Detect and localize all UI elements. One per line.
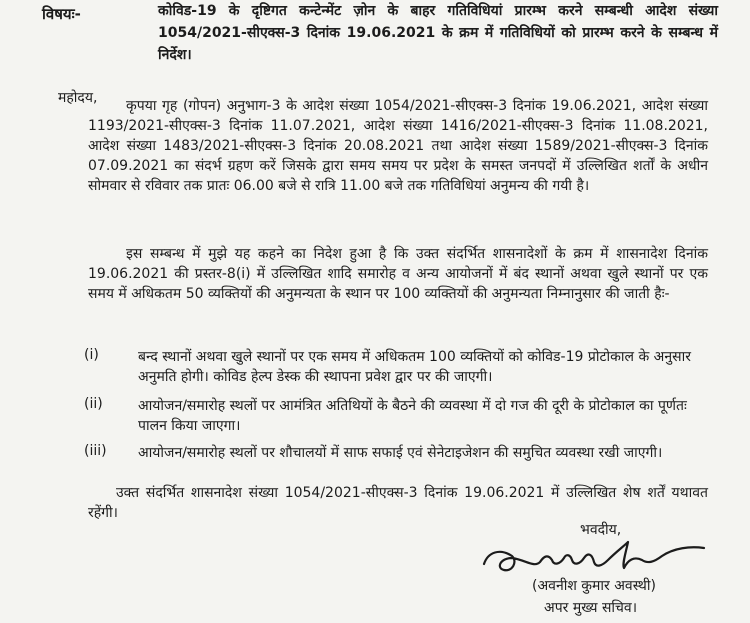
sign-off: भवदीय, (580, 522, 622, 538)
list-item-text: आयोजन/समारोह स्थलों पर आमंत्रित अतिथियों के बैठने की व्यवस्था में दो गज की दूरी के प्रोटोकाल का पूर्णतः पालन किया जाएगा। (138, 398, 687, 434)
subject-text: कोविड-19 के दृष्टिगत कन्टेन्मेंट ज़ोन के बाहर गतिविधियां प्रारम्भ करने सम्बन्धी आदेश संख्या 1054/2021-सीएक्स-3 दिनांक 19.06.2021 के क्रम में गतिविधियों को प्रारम्भ करने के सम्बन्ध में निर्देश। (158, 3, 718, 63)
paragraph-reference-orders: कृपया गृह (गोपन) अनुभाग-3 के आदेश संख्या 1054/2021-सीएक्स-3 दिनांक 19.06.2021, आदेश संख्या 1193/2021-सीएक्स-3 दिनांक 11.07.2021, आदेश संख्या 1416/2021-सीएक्स-3 दिनांक 11.08.2021, आदेश संख्या 1483/2021-सीएक्स-3 दिनांक 20.08.2021 तथा आदेश संख्या 1589/2021-सीएक्स-3 दिनांक 07.09.2021 का संदर्भ ग्रहण करें जिसके द्वारा समय समय पर प्रदेश के समस्त जनपदों में उल्लिखित शर्तों के अधीन सोमवार से रविवार तक प्रातः 06.00 बजे से रात्रि 11.00 बजे तक गतिविधियां अनुमन्य की गयी है। (88, 98, 708, 194)
signatory-name: (अवनीश कुमार अवस्थी) (532, 578, 656, 594)
paragraph-closing: उक्त संदर्भित शासनादेश संख्या 1054/2021-सीएक्स-3 दिनांक 19.06.2021 में उल्लिखित शेष शर्तें यथावत रहेंगी। (88, 485, 708, 521)
paragraph-direction: इस सम्बन्ध में मुझे यह कहने का निदेश हुआ है कि उक्त संदर्भित शासनादेशों के क्रम में शासनादेश दिनांक 19.06.2021 की प्रस्तर-8(i) में उल्लिखित शादि समारोह व अन्य आयोजनों में बंद स्थानों अथवा खुले स्थानों पर एक समय में अधिकतम 50 व्यक्तियों की अनुमन्यता के स्थान पर 100 व्यक्तियों की अनुमन्यता निम्नानुसार की जाती हैः- (88, 246, 708, 302)
list-item-number: (ii) (84, 396, 103, 412)
salutation: महोदय, (58, 90, 98, 106)
list-item-text: बन्द स्थानों अथवा खुले स्थानों पर एक समय में अधिकतम 100 व्यक्तियों को कोविड-19 प्रोटोकाल के अनुसार अनुमति होगी। कोविड हेल्प डेस्क की स्थापना प्रवेश द्वार पर की जाएगी। (138, 349, 691, 385)
subject-label: विषयः- (42, 5, 81, 23)
list-item-number: (iii) (84, 443, 107, 459)
list-item-text: आयोजन/समारोह स्थलों पर शौचालयों में साफ सफाई एवं सेनेटाइजेशन की समुचित व्यवस्था रखी जाएगी। (138, 445, 663, 461)
handwritten-signature (478, 534, 718, 582)
list-item-number: (i) (84, 347, 99, 363)
signatory-title: अपर मुख्य सचिव। (544, 600, 638, 616)
